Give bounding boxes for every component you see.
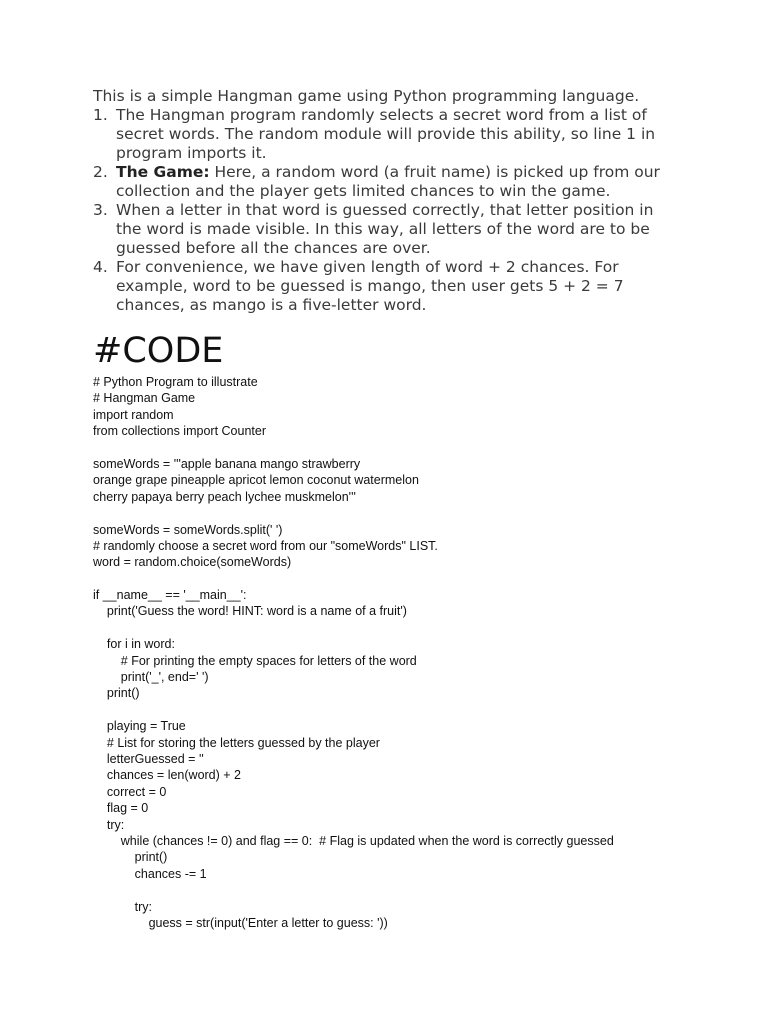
code-line: chances -= 1 [93,866,207,881]
code-line: while (chances != 0) and flag == 0: # Flag is updated when the word is correctly guessed [93,833,614,848]
code-line: if __name__ == '__main__': [93,588,247,603]
list-number: 1. [93,106,108,124]
code-line: correct = 0 [93,784,167,799]
code-line [93,440,673,456]
steps-list [93,106,673,315]
code-line: playing = True [93,719,186,734]
document-content [93,87,673,931]
code-line: someWords = someWords.split(' ') [93,522,283,537]
code-line [93,702,673,718]
code-line: word = random.choice(someWords) [93,555,292,570]
list-item [93,258,673,315]
code-line [93,620,673,636]
list-item [93,106,673,163]
code-line: import random [93,407,174,422]
code-line: try: [93,817,125,832]
code-line: # List for storing the letters guessed by the player [93,735,380,750]
code-line: flag = 0 [93,801,149,816]
code-line: letterGuessed = '' [93,751,204,766]
list-item [93,163,673,201]
list-item-text: Here, a random word (a fruit name) is picked up from our collection and the player gets limited chances to win the game. [116,163,660,200]
list-item-text: The Hangman program randomly selects a secret word from a list of secret words. The random module will provide this ability, so line 1 in program imports it. [116,106,656,162]
list-number: 2. [93,163,108,181]
code-line: orange grape pineapple apricot lemon coconut watermelon [93,473,419,488]
code-line: someWords = '''apple banana mango strawberry [93,456,361,471]
code-line: print('_', end=' ') [93,670,209,685]
code-heading: #CODE [93,331,224,371]
code-line: print('Guess the word! HINT: word is a name of a fruit') [93,604,407,619]
code-line [93,882,673,898]
code-line: # Python Program to illustrate [93,375,258,389]
code-line: # For printing the empty spaces for letters of the word [93,653,417,668]
code-line [93,571,673,587]
code-line: try: [93,899,153,914]
list-item-text: For convenience, we have given length of word + 2 chances. For example, word to be guessed is mango, then user gets 5 + 2 = 7 chances, as mango is a five-letter word. [116,258,624,314]
intro-paragraph: This is a simple Hangman game using Python programming language. [93,87,640,105]
code-line: cherry papaya berry peach lychee muskmelon''' [93,489,356,504]
code-line: from collections import Counter [93,424,266,439]
code-line: chances = len(word) + 2 [93,768,241,783]
code-line: # Hangman Game [93,391,196,406]
code-line [93,505,673,521]
list-number: 4. [93,258,108,276]
list-item [93,201,673,258]
list-number: 3. [93,201,108,219]
code-block [93,374,673,931]
code-line: print() [93,850,168,865]
list-item-lead: The Game: [116,163,210,181]
code-line: for i in word: [93,637,175,652]
code-line: # randomly choose a secret word from our "someWords" LIST. [93,538,438,553]
list-item-text: When a letter in that word is guessed correctly, that letter position in the word is made visible. In this way, all letters of the word are to be guessed before all the chances are over. [116,201,654,257]
code-line: guess = str(input('Enter a letter to guess: ')) [93,915,388,930]
code-line: print() [93,686,140,701]
